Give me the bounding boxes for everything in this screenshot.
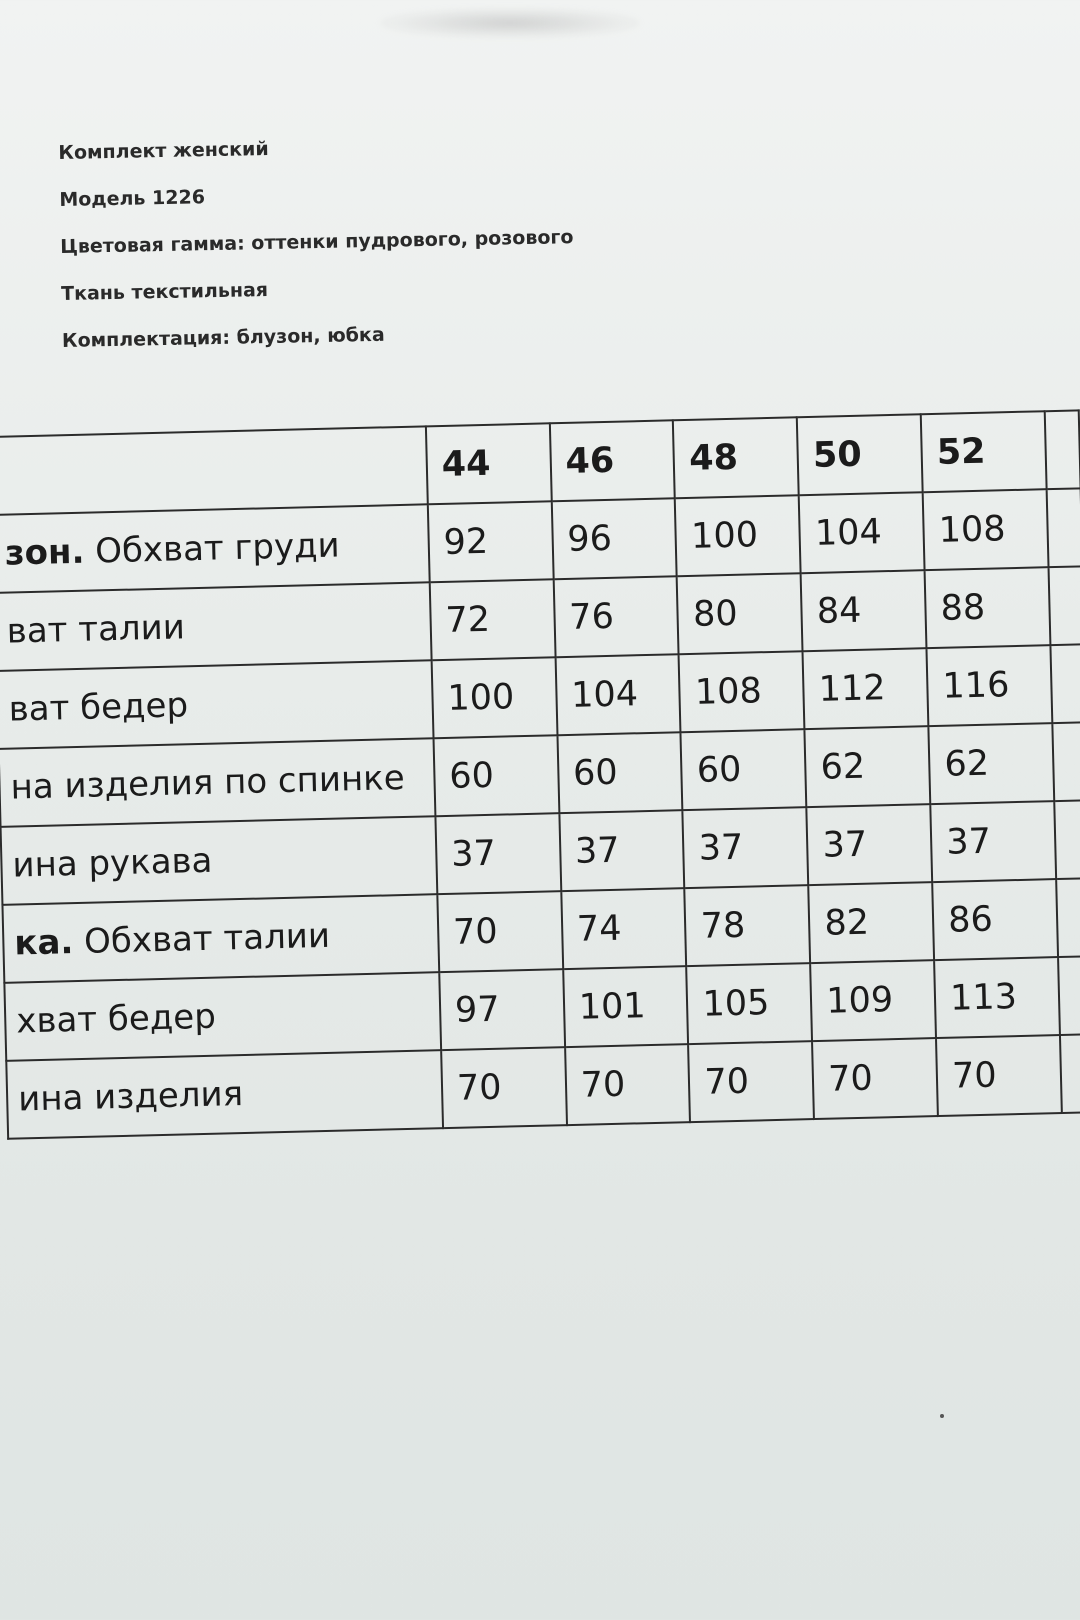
row-label-text: ват талии xyxy=(6,607,186,652)
extra-cell xyxy=(1056,878,1080,957)
value-cell: 70 xyxy=(441,1047,567,1128)
value-cell: 74 xyxy=(561,888,687,969)
size-header-cell: 46 xyxy=(550,420,676,501)
value-cell: 72 xyxy=(430,579,556,660)
value-cell: 108 xyxy=(923,489,1049,570)
value-cell: 37 xyxy=(807,804,933,885)
row-label-prefix: ка. xyxy=(13,922,74,964)
row-label-text: ина изделия xyxy=(17,1074,244,1120)
value-cell: 70 xyxy=(565,1044,691,1125)
product-colors: Цветовая гамма: оттенки пудрового, розового xyxy=(60,226,574,258)
value-cell: 108 xyxy=(679,651,805,732)
value-cell: 70 xyxy=(812,1038,938,1119)
product-contents: Комплектация: блузон, юбка xyxy=(61,323,385,352)
extra-cell xyxy=(1048,566,1080,645)
row-label-text: на изделия по спинке xyxy=(10,757,406,808)
row-label xyxy=(6,1050,443,1139)
value-cell: 104 xyxy=(799,492,925,573)
value-cell: 76 xyxy=(553,576,679,657)
product-fabric: Ткань текстильная xyxy=(60,278,269,305)
value-cell: 70 xyxy=(689,1041,815,1122)
value-cell: 37 xyxy=(930,801,1056,882)
value-cell: 82 xyxy=(809,882,935,963)
header-empty-cell xyxy=(0,426,428,515)
value-cell: 70 xyxy=(936,1035,1062,1116)
row-label xyxy=(0,738,435,827)
product-title: Комплект женский xyxy=(58,137,269,164)
value-cell: 88 xyxy=(925,567,1051,648)
row-label-text: хват бедер xyxy=(15,996,217,1042)
row-label xyxy=(4,972,441,1061)
row-label-text: Обхват груди xyxy=(83,525,341,572)
value-cell: 37 xyxy=(559,810,685,891)
value-cell: 112 xyxy=(803,648,929,729)
extra-cell xyxy=(1052,722,1080,801)
value-cell: 60 xyxy=(557,732,683,813)
value-cell: 105 xyxy=(687,963,813,1044)
value-cell: 92 xyxy=(428,501,554,582)
value-cell: 100 xyxy=(675,495,801,576)
size-header-cell: 52 xyxy=(921,411,1047,492)
value-cell: 37 xyxy=(435,813,561,894)
product-description xyxy=(58,117,762,365)
extra-cell xyxy=(1058,956,1080,1035)
size-header-cell: 48 xyxy=(673,417,799,498)
row-label-prefix: зон. xyxy=(4,531,85,574)
extra-cell xyxy=(1045,410,1080,489)
row-label xyxy=(0,582,431,671)
row-label xyxy=(2,894,439,983)
value-cell: 60 xyxy=(433,735,559,816)
value-cell: 62 xyxy=(928,723,1054,804)
value-cell: 101 xyxy=(563,966,689,1047)
extra-cell xyxy=(1054,800,1080,879)
row-label-text: ина рукава xyxy=(12,840,213,886)
product-model: Модель 1226 xyxy=(59,186,206,211)
value-cell: 96 xyxy=(551,498,677,579)
value-cell: 104 xyxy=(555,654,681,735)
value-cell: 100 xyxy=(431,657,557,738)
value-cell: 70 xyxy=(437,891,563,972)
row-label-text: Обхват талии xyxy=(72,915,331,963)
row-label xyxy=(0,660,433,749)
extra-cell xyxy=(1050,644,1080,723)
value-cell: 113 xyxy=(934,957,1060,1038)
extra-cell xyxy=(1060,1034,1080,1113)
value-cell: 97 xyxy=(439,969,565,1050)
size-table xyxy=(0,409,1080,1139)
size-table-wrapper xyxy=(0,409,1080,1139)
value-cell: 60 xyxy=(681,729,807,810)
row-label xyxy=(1,816,438,905)
size-header-cell: 44 xyxy=(426,423,552,504)
size-header-cell: 50 xyxy=(797,414,923,495)
value-cell: 84 xyxy=(801,570,927,651)
extra-cell xyxy=(1047,488,1080,567)
value-cell: 86 xyxy=(932,879,1058,960)
paper-smudge xyxy=(380,8,640,38)
value-cell: 37 xyxy=(683,807,809,888)
paper-speck xyxy=(940,1414,944,1418)
row-label-text: ват бедер xyxy=(8,685,189,730)
value-cell: 62 xyxy=(805,726,931,807)
value-cell: 78 xyxy=(685,885,811,966)
value-cell: 80 xyxy=(677,573,803,654)
value-cell: 116 xyxy=(927,645,1053,726)
row-label xyxy=(0,504,430,593)
value-cell: 109 xyxy=(810,960,936,1041)
